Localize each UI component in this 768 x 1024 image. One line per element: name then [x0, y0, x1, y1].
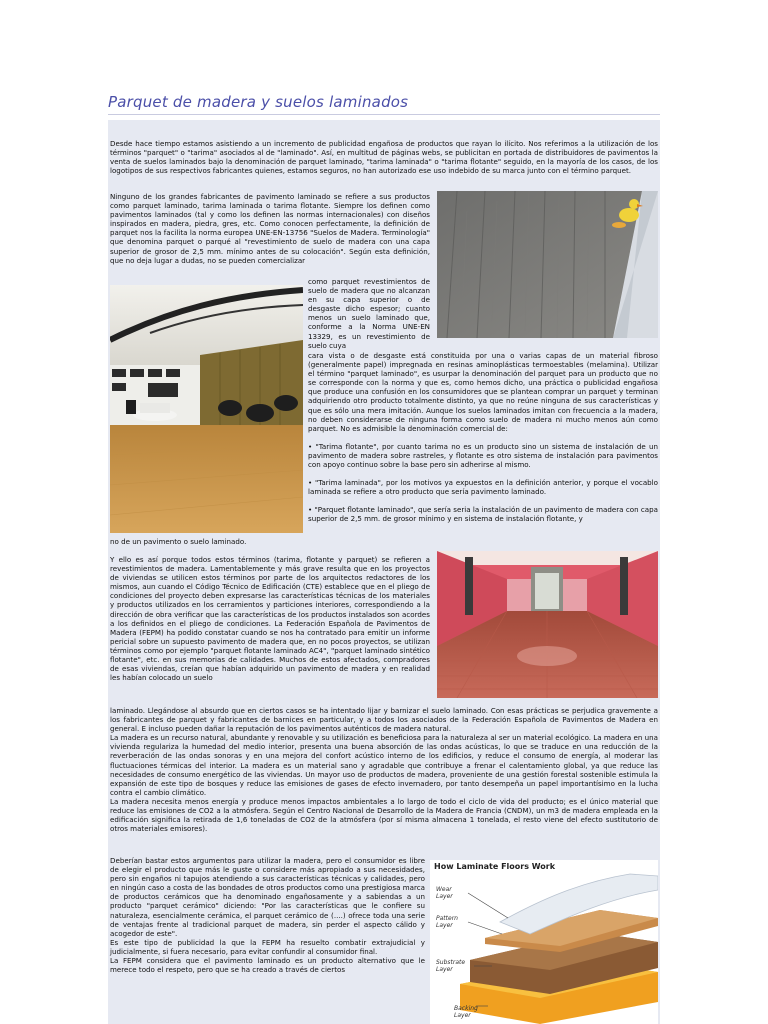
co2-paragraph: La madera necesita menos energía y produce menos impactos ambientales a lo largo de todo el ciclo de vida del producto; es el único material que reduce las emisiones de CO2 a la atmósfera. Según el Centro Nacional de Desarrollo de la Madera de Francia (CNDM), un m3 de madera empleada en la edificación significa la retirada de 1,6 toneladas de CO2 de la atmósfera (por sí misma almacena 1 tonelada, el resto viene del efecto sustitutorio de otros materiales emisores).: [110, 796, 658, 834]
bullet-tarima-flotante: • "Tarima flotante", por cuanto tarima no es un producto sino un sistema de instalación de un pavimento de madera sobre rastreles, y flotante es otro sistema de instalación para pavimentos con apoyo continuo sobre la base pero sin adherirse al mismo.: [308, 441, 658, 470]
grey-wood-floor-photo: [437, 191, 658, 338]
bullet-parquet-flotante-laminado: • "Parquet flotante laminado", que sería seria la instalación de un pavimento de madera con capa superior de 2,5 mm. de grosor mínimo y en sistema de instalación flotante, y: [308, 505, 658, 524]
consumer-paragraph: Deberían bastar estos argumentos para utilizar la madera, pero el consumidor es libre de elegir el producto que más le guste o considere más apropiado a sus necesidades, pero sin engaños ni tapujos atendiendo a sus características técnicas y calidades, pero en ningún caso a costa de las bondades de otros productos como una prestigiosa marca de productos cerámicos que ha denominado engañosamente y a sabiendas a un producto "parquet cerámico" diciendo: "Por las características que le confiere su naturaleza, esencialmente cerámica, el parquet cerámico de (....) ofrece toda una serie de ventajas frente al tradicional parquet de madera, sin perder el aspecto cálido y acogedor de este". Es este tipo de publicidad la que la FEPM ha resuelto combatir extrajudicial y judicialmente, si fuera necesario, para evitar confundir al consumidor final. La FEPM considera que el pavimento laminado es un producto alternativo que le merece todo el respeto, pero que se ha creado a través de ciertos: [110, 856, 425, 975]
fepm-closing-paragraph: La FEPM considera que el pavimento laminado es un producto alternativo que le merece todo el respeto, pero que se ha creado a través de ciertos: [110, 956, 425, 975]
red-room-parquet-photo: [437, 551, 658, 698]
diagram-label-pattern: Pattern Layer: [436, 915, 458, 929]
definition-paragraph: Ninguno de los grandes fabricantes de pavimento laminado se refiere a sus productos como parquet laminado, tarima laminada o tarima flotante. Siempre los definen como pavimentos laminados (tal y como los definen las normas internacionales) con diseños inspirados en madera, piedra, gres, etc. Como conocen perfectamente, la definición de parquet nos la facilita la norma europea UNE-EN-13756 "Suelos de Madera. Terminología" que denomina parquet o parqué al "revestimiento de suelo de madera con una capa superior de grosor de 2,5 mm. mínimo antes de su colocación". Según esta definición, que no deja lugar a dudas, no se pueden comercializar: [110, 192, 430, 265]
laminate-layers-diagram: [430, 860, 658, 1024]
diagram-title: How Laminate Floors Work: [434, 862, 556, 871]
projects-paragraph: Y ello es así porque todos estos términos (tarima, flotante y parquet) se refieren a revestimientos de madera. Lamentablemente y más grave resulta que en los proyectos de viviendas se utilicen estos términos por parte de los arquitectos redactores de los mismos, aun cuando el Código Técnico de Edificación (CTE) establece que en el pliego de condiciones del proyecto deben expresarse las características técnicas de los materiales y productos utilizados en los cerramientos y particiones interiores, correspondiendo a la dirección de obra verificar que las características de los productos instalados son acordes a los definidos en el pliego de condiciones. La Federación Española de Pavimentos de Madera (FEPM) ha podido constatar cuando se nos ha contratado para emitir un informe pericial sobre un supuesto pavimento de madera que, en no pocos proyectos, se utilizan términos como por ejemplo "parquet flotante laminado AC4", "parquet laminado sintético flotante", etc. en sus memorias de calidades. Muchos de estos afectados, compradores de esas viviendas, creían que habían adquirido un pavimento de madera y en realidad les habían colocado un suelo: [110, 555, 430, 683]
fepm-paragraph: Es este tipo de publicidad la que la FEPM ha resuelto combatir extrajudicial y judicialmente, si fuera necesario, para evitar confundir al consumidor final.: [110, 937, 425, 956]
laminate-explanation: cara vista o de desgaste está constituida por una o varias capas de un material fibroso (generalmente papel) impregnada en resinas aminoplásticas termoestables (melamina). Utilizar el término "parquet laminado", es usurpar la denominación del parquet para un producto que no se corresponde con la norma y que es, como hemos dicho, una práctica o publicidad engañosa que produce una confusión en los consumidores que se plantean comprar un parquet y terminan adquiriendo otro producto totalmente distinto, ya que no reúne ninguna de sus características y que es sólo una mera imitación. Aunque los suelos laminados imitan con frecuencia a la madera, no deben considerarse de ninguna forma como suelo de madera ni mucho menos aún como parquet. No es admisible la denominación comercial de: • "Tarima flotante", por cuanto tarima no es un producto sino un sistema de instalación de un pavimento de madera sobre rastreles, y flotante es otro sistema de instalación para pavimentos con apoyo continuo sobre la base pero sin adherirse al mismo. • "Tarima laminada", por los motivos ya expuestos en la definición anterior, y porque el vocablo laminada se refiere a otro producto que sería pavimento laminado. • "Parquet flotante laminado", que sería seria la instalación de un pavimento de madera con capa superior de 2,5 mm. de grosor mínimo y en sistema de instalación flotante, y: [308, 351, 658, 524]
bullet-tail: no de un pavimento o suelo laminado.: [110, 537, 247, 546]
bullet-tarima-laminada: • "Tarima laminada", por los motivos ya expuestos en la definición anterior, y porque el vocablo laminada se refiere a otro producto que sería pavimento laminado.: [308, 478, 658, 497]
intro-paragraph: Desde hace tiempo estamos asistiendo a un incremento de publicidad engañosa de productos que rayan lo ilícito. Nos referimos a la utilización de los términos "parquet" o "tarima" asociados al de "laminado". Así, en multitud de páginas webs, se publicitan en portada de distribuidores de pavimentos la venta de suelos laminados bajo la denominación de parquet laminado, "tarima laminada" o "tarima flotante" seguido, en la mayoría de los casos, de los logotipos de sus respectivos fabricantes quienes, estamos seguros, no han autorizado ese uso indebido de su marca junto con el término parquet.: [110, 139, 658, 176]
diagram-label-wear: Wear Layer: [436, 886, 453, 900]
diagram-label-substrate: Substrate Layer: [436, 959, 466, 973]
definition-paragraph-narrow: como parquet revestimientos de suelo de madera que no alcanzan en su capa superior o de desgaste dicho espesor; cuanto menos un suelo laminado que, conforme a la Norma UNE-EN 13329, es un revestimiento de suelo cuya: [308, 277, 430, 350]
modern-interior-photo: [110, 285, 303, 533]
full-width-section: laminado. Llegándose al absurdo que en ciertos casos se ha intentado lijar y barnizar el suelo laminado. Con esas prácticas se perjudica gravemente a los fabricantes de parquet y fabricantes de barnices en particular, y a todos los asociados de la Federación Española de Pavimentos de Madera en general. E incluso pueden dañar la reputación de los pavimentos auténticos de madera natural. La madera es un recurso natural, abundante y renovable y su utilización es beneficiosa para la naturaleza al ser un material ecológico. La madera en una vivienda regulariza la humedad del medio interior, presenta una buena absorción de las ondas acústicas, lo que se traduce en una reducción de la reverberación de las ondas sonoras y en una mejora del confort acústico interno de los edificios, y reduce el consumo de energía, al moderar las fluctuaciones térmicas del interior. La madera es un material sano y agradable que contribuye a frenar el calentamiento global, ya que reduce las necesidades de consumo energético de las viviendas. Un mayor uso de productos de madera, proveniente de una gestión forestal sostenible estimula la expansión de este tipo de bosques y reduce las emisiones de gases de efecto invernadero, por tanto desempeña un papel importantísimo en la lucha contra el cambio climático. La madera necesita menos energía y produce menos impactos ambientales a lo largo de todo el ciclo de vida del producto; es el único material que reduce las emisiones de CO2 a la atmósfera. Según el Centro Nacional de Desarrollo de la Madera de Francia (CNDM), un m3 de madera empleada en la edificación significa la retirada de 1,6 toneladas de CO2 de la atmósfera (por sí misma almacena 1 tonelada, el resto viene del efecto sustitutorio de otros materiales emisores).: [110, 706, 658, 834]
wood-benefits-paragraph: La madera es un recurso natural, abundante y renovable y su utilización es beneficiosa para la naturaleza al ser un material ecológico. La madera en una vivienda regulariza la humedad del medio interior, presenta una buena absorción de las ondas acústicas, lo que se traduce en una reducción de la reverberación de las ondas sonoras y en una mejora del confort acústico interno de los edificios, y reduce el consumo de energía, al moderar las fluctuaciones térmicas del interior. La madera es un material sano y agradable que contribuye a frenar el calentamiento global, ya que reduce las necesidades de consumo energético de las viviendas. Un mayor uso de productos de madera, proveniente de una gestión forestal sostenible estimula la expansión de este tipo de bosques y reduce las emisiones de gases de efecto invernadero, por tanto desempeña un papel importantísimo en la lucha contra el cambio climático.: [110, 733, 658, 797]
page-title: Parquet de madera y suelos laminados: [108, 93, 409, 111]
title-divider: [108, 114, 660, 115]
diagram-label-backing: Backing Layer: [454, 1005, 478, 1019]
